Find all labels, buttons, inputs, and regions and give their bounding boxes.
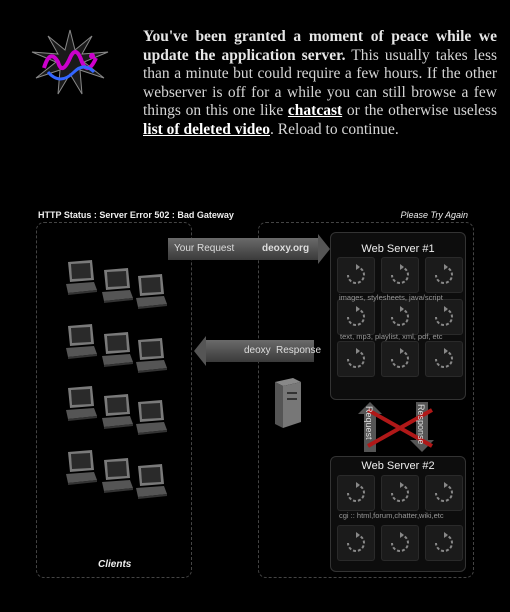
sync-icon: [425, 525, 463, 561]
sync-icon: [337, 299, 375, 335]
sync-icon: [337, 525, 375, 561]
server-2-title: Web Server #2: [361, 460, 435, 472]
message-text: This usually takes less than a minute but could require a few hours. If the other webserver is off for a while you can still browse a few things on this one like: [143, 46, 498, 119]
arrow-head-right: [318, 234, 330, 264]
deleted-video-link[interactable]: list of deleted video: [143, 120, 270, 138]
client-computer-icon: [100, 458, 134, 499]
message-lead: You've been granted a moment of peace while we update the application server.: [143, 28, 497, 64]
try-again-label: Please Try Again: [400, 210, 468, 220]
response-prefix: deoxy: [244, 345, 271, 356]
message-text: . Reload to continue.: [270, 120, 399, 138]
client-computer-icon: [100, 268, 134, 309]
sync-icon: [425, 341, 463, 377]
web-server-2: [330, 456, 466, 572]
message-text: or the otherwise useless: [342, 102, 497, 119]
arrow-head-left: [194, 336, 206, 366]
sync-icon: [337, 475, 375, 511]
http-status: HTTP Status : Server Error 502 : Bad Gateway: [38, 210, 234, 220]
client-computer-icon: [100, 332, 134, 373]
site-logo: [30, 28, 110, 98]
sync-icon: [425, 475, 463, 511]
request-vertical-label: Request: [364, 406, 374, 440]
client-computer-icon: [64, 386, 98, 427]
server-1-caption-1: images, stylesheets, java/script: [339, 293, 443, 302]
your-request-label: Your Request: [174, 243, 235, 254]
sync-icon: [381, 341, 419, 377]
client-computer-icon: [64, 450, 98, 491]
maintenance-message: [143, 28, 497, 139]
chatcast-link[interactable]: chatcast: [287, 102, 343, 119]
sync-icon: [381, 525, 419, 561]
server-tower-icon: [271, 376, 303, 433]
request-arrow: [168, 238, 318, 260]
sync-icon: [381, 299, 419, 335]
clients-label: Clients: [98, 559, 132, 570]
web-server-1: [330, 232, 466, 400]
client-computer-icon: [134, 464, 168, 505]
response-label: Response: [276, 345, 322, 356]
server-2-caption: cgi :: html,forum,chatter,wiki,etc: [339, 511, 444, 520]
server-1-title: Web Server #1: [361, 243, 435, 255]
bad-gateway-diagram: [0, 200, 510, 612]
sync-icon: [337, 257, 375, 293]
response-arrow: [206, 340, 322, 362]
sync-icon: [381, 257, 419, 293]
sync-icon: [425, 299, 463, 335]
client-computer-icon: [134, 274, 168, 315]
server-1-caption-2: text, mp3, playlist, xml, pdf, etc: [340, 332, 443, 341]
client-computer-icon: [64, 260, 98, 301]
client-computer-icon: [64, 324, 98, 365]
client-computer-icon: [100, 394, 134, 435]
sync-icon: [425, 257, 463, 293]
sync-icon: [337, 341, 375, 377]
server-sync-arrows: [358, 402, 442, 452]
response-vertical-label: Response: [416, 404, 426, 445]
sync-icon: [381, 475, 419, 511]
request-domain: deoxy.org: [262, 243, 310, 254]
client-computer-icon: [134, 338, 168, 379]
client-computer-icon: [134, 400, 168, 441]
